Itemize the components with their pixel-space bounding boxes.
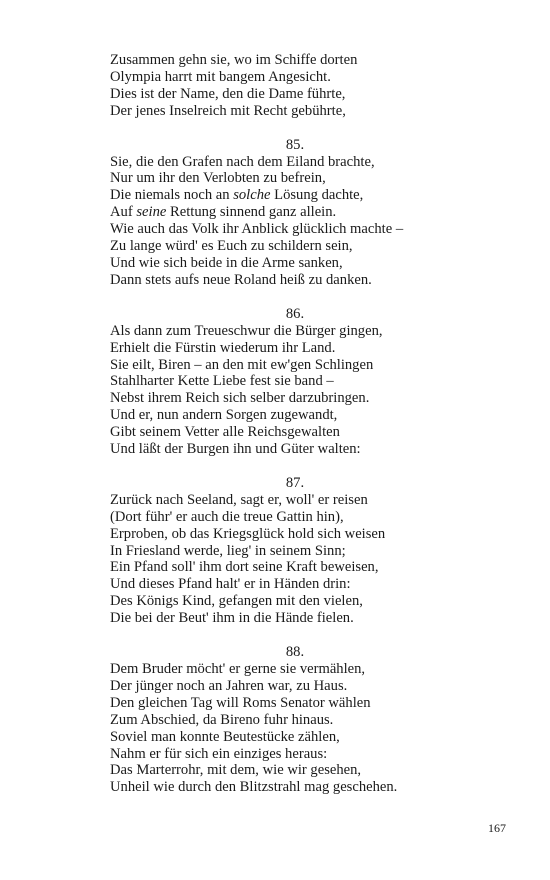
verse-line: Nebst ihrem Reich sich selber darzubringen. <box>110 390 370 407</box>
verse-line: Und dieses Pfand halt' er in Händen drin: <box>110 576 351 593</box>
verse-line: Und wie sich beide in die Arme sanken, <box>110 254 343 271</box>
verse-line: Dann stets aufs neue Roland heiß zu danken. <box>110 271 372 288</box>
verse-line: Nur um ihr den Verlobten zu befrein, <box>110 170 326 187</box>
verse-line: Wie auch das Volk ihr Anblick glücklich machte – <box>110 221 404 238</box>
verse-line <box>110 187 500 204</box>
verse-line: Soviel man konnte Beutestücke zählen, <box>110 728 340 745</box>
verse-line: Sie, die den Grafen nach dem Eiland brachte, <box>110 153 375 170</box>
verse-line: Der jenes Inselreich mit Recht gebührte, <box>110 102 346 119</box>
verse-line: (Dort führ' er auch die treue Gattin hin), <box>110 508 344 525</box>
stanza <box>110 137 500 289</box>
verse-line: Ein Pfand soll' ihm dort seine Kraft beweisen, <box>110 559 379 576</box>
verse-line: Und er, nun andern Sorgen zugewandt, <box>110 407 338 424</box>
verse-line: Des Königs Kind, gefangen mit den vielen, <box>110 593 363 610</box>
verse-line: Zu lange würd' es Euch zu schildern sein, <box>110 238 353 255</box>
italic-word: solche <box>233 187 271 204</box>
verse-line: Gibt seinem Vetter alle Reichsgewalten <box>110 424 340 441</box>
stanza <box>110 306 500 458</box>
verse-line: Und läßt der Burgen ihn und Güter walten: <box>110 441 361 458</box>
verse-line: Erhielt die Fürstin wiederum ihr Land. <box>110 339 336 356</box>
verse-line: Sie eilt, Biren – an den mit ew'gen Schlingen <box>110 356 374 373</box>
verse-line: Zum Abschied, da Bireno fuhr hinaus. <box>110 711 334 728</box>
verse-segment: Die niemals noch an <box>110 187 234 204</box>
verse-segment: Auf <box>110 204 137 221</box>
verse-segment: Lösung dachte, <box>270 187 364 204</box>
verse-line: Als dann zum Treueschwur die Bürger gingen, <box>110 322 383 339</box>
verse-line: Dem Bruder möcht' er gerne sie vermählen, <box>110 661 366 677</box>
opening-lines <box>110 52 500 120</box>
verse-segment: Rettung sinnend ganz allein. <box>166 204 337 221</box>
stanza <box>110 475 500 627</box>
stanza-number: 85. <box>285 136 305 153</box>
verse-line <box>110 204 500 221</box>
stanza-number: 86. <box>285 305 305 322</box>
verse-line: Die bei der Beut' ihm in die Hände fielen. <box>110 610 354 627</box>
poem-text <box>110 52 500 796</box>
italic-word: seine <box>136 204 167 221</box>
verse-line: Das Marterrohr, mit dem, wie wir gesehen, <box>110 762 362 779</box>
verse-line: In Friesland werde, lieg' in seinem Sinn; <box>110 542 346 559</box>
verse-line: Den gleichen Tag will Roms Senator wählen <box>110 694 371 711</box>
page-number: 167 <box>488 821 506 835</box>
verse-line: Nahm er für sich ein einziges heraus: <box>110 745 328 762</box>
stanza-number: 87. <box>285 474 305 491</box>
verse-line: Zurück nach Seeland, sagt er, woll' er reisen <box>110 491 368 508</box>
verse-line: Unheil wie durch den Blitzstrahl mag geschehen. <box>110 779 398 796</box>
verse-line: Erproben, ob das Kriegsglück hold sich weisen <box>110 525 386 542</box>
stanza-list <box>110 137 500 797</box>
stanza <box>110 644 500 796</box>
verse-line: Stahlharter Kette Liebe fest sie band – <box>110 373 334 390</box>
verse-line: Dies ist der Name, den die Dame führte, <box>110 85 346 102</box>
verse-line: Zusammen gehn sie, wo im Schiffe dorten <box>110 52 358 68</box>
verse-line: Der jünger noch an Jahren war, zu Haus. <box>110 677 348 694</box>
verse-line: Olympia harrt mit bangem Angesicht. <box>110 68 331 85</box>
stanza-number: 88. <box>285 644 305 661</box>
